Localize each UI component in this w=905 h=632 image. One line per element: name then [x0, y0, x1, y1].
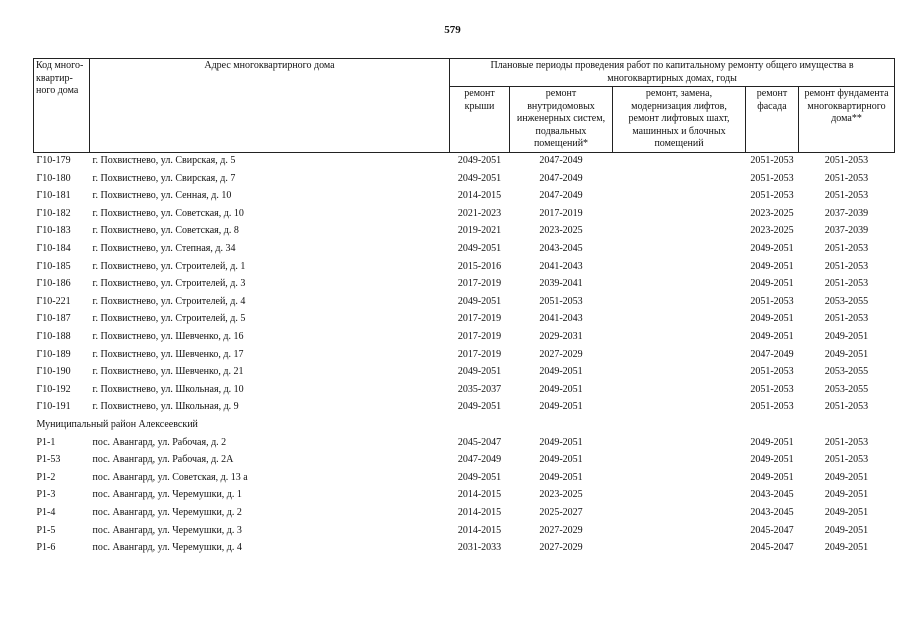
table-row [34, 452, 895, 470]
cell-code: Г10-221 [36, 295, 71, 307]
cell-code: Г10-186 [36, 278, 71, 290]
page-number: 579 [444, 24, 461, 36]
cell-code: Р1-6 [36, 542, 56, 554]
cell-eng: 2049-2051 [539, 366, 583, 378]
cell-found: 2051-2053 [824, 243, 869, 255]
table-row [34, 364, 895, 382]
header-foundation: ремонт фундамента многоквартирного дома** [799, 87, 895, 153]
cell-eng: 2049-2051 [539, 401, 583, 413]
cell-found: 2049-2051 [824, 348, 869, 360]
section-title: Муниципальный район Алексеевский [36, 418, 198, 430]
cell-code: Р1-5 [36, 524, 56, 536]
cell-address: г. Похвистнево, ул. Сенная, д. 10 [92, 190, 232, 202]
cell-address: пос. Авангард, ул. Черемушки, д. 2 [92, 506, 242, 518]
table-body [34, 152, 895, 557]
table-row [34, 293, 895, 311]
cell-address: г. Похвистнево, ул. Школьная, д. 10 [92, 383, 244, 395]
cell-address: г. Похвистнево, ул. Свирская, д. 5 [92, 155, 236, 167]
cell-code: Г10-188 [36, 330, 71, 342]
cell-facade: 2051-2053 [750, 295, 794, 307]
cell-address: г. Похвистнево, ул. Строителей, д. 1 [92, 260, 246, 272]
cell-roof: 2049-2051 [457, 401, 502, 413]
section-row [34, 416, 895, 434]
cell-lift [613, 258, 746, 276]
cell-address: г. Похвистнево, ул. Советская, д. 8 [92, 225, 239, 237]
cell-found: 2053-2055 [824, 383, 869, 395]
table-row [34, 540, 895, 558]
header-code: Код много-квартир-ного дома [34, 59, 90, 153]
cell-code: Г10-185 [36, 260, 71, 272]
cell-eng: 2039-2041 [539, 278, 583, 290]
cell-lift [613, 188, 746, 206]
cell-address: пос. Авангард, ул. Черемушки, д. 1 [92, 489, 242, 501]
cell-roof: 2031-2033 [457, 542, 502, 554]
cell-eng: 2025-2027 [539, 506, 583, 518]
cell-found: 2051-2053 [824, 155, 869, 167]
table-row [34, 152, 895, 170]
cell-facade: 2043-2045 [750, 506, 794, 518]
cell-found: 2049-2051 [824, 330, 869, 342]
cell-eng: 2027-2029 [539, 524, 583, 536]
cell-eng: 2047-2049 [539, 190, 583, 202]
cell-lift [613, 223, 746, 241]
table-row [34, 205, 895, 223]
cell-found: 2051-2053 [824, 436, 869, 448]
cell-eng: 2041-2043 [539, 313, 583, 325]
cell-eng: 2023-2025 [539, 489, 583, 501]
cell-facade: 2049-2051 [750, 454, 794, 466]
cell-roof: 2049-2051 [457, 366, 502, 378]
table-row [34, 399, 895, 417]
cell-lift [613, 346, 746, 364]
table-row [34, 311, 895, 329]
cell-code: Р1-3 [36, 489, 56, 501]
cell-eng: 2047-2049 [539, 155, 583, 167]
table-row [34, 381, 895, 399]
cell-found: 2051-2053 [824, 260, 869, 272]
cell-eng: 2049-2051 [539, 454, 583, 466]
cell-code: Р1-53 [36, 454, 61, 466]
cell-lift [613, 152, 746, 170]
cell-eng: 2041-2043 [539, 260, 583, 272]
cell-code: Г10-190 [36, 366, 71, 378]
cell-eng: 2051-2053 [539, 295, 583, 307]
cell-lift [613, 328, 746, 346]
table-row [34, 276, 895, 294]
header-engineering: ремонт внутридомовых инженерных систем, подвальных помещений* [510, 87, 613, 153]
cell-found: 2053-2055 [824, 295, 869, 307]
cell-found: 2051-2053 [824, 454, 869, 466]
cell-roof: 2049-2051 [457, 295, 502, 307]
cell-code: Г10-180 [36, 172, 71, 184]
cell-roof: 2014-2015 [457, 489, 502, 501]
cell-lift [613, 293, 746, 311]
cell-facade: 2049-2051 [750, 471, 794, 483]
cell-found: 2037-2039 [824, 207, 869, 219]
cell-eng: 2029-2031 [539, 330, 583, 342]
cell-lift [613, 540, 746, 558]
cell-eng: 2049-2051 [539, 436, 583, 448]
cell-code: Г10-184 [36, 243, 71, 255]
cell-address: пос. Авангард, ул. Рабочая, д. 2 [92, 436, 227, 448]
cell-code: Р1-4 [36, 506, 56, 518]
cell-code: Г10-181 [36, 190, 71, 202]
table-row [34, 346, 895, 364]
table-row [34, 328, 895, 346]
cell-facade: 2051-2053 [750, 172, 794, 184]
cell-roof: 2014-2015 [457, 524, 502, 536]
cell-lift [613, 522, 746, 540]
cell-roof: 2014-2015 [457, 190, 502, 202]
cell-code: Г10-191 [36, 401, 71, 413]
cell-facade: 2051-2053 [750, 155, 794, 167]
cell-address: пос. Авангард, ул. Черемушки, д. 4 [92, 542, 242, 554]
cell-found: 2051-2053 [824, 401, 869, 413]
cell-facade: 2043-2045 [750, 489, 794, 501]
cell-facade: 2049-2051 [750, 313, 794, 325]
cell-found: 2051-2053 [824, 190, 869, 202]
cell-address: пос. Авангард, ул. Черемушки, д. 3 [92, 524, 242, 536]
table-row [34, 469, 895, 487]
cell-address: г. Похвистнево, ул. Свирская, д. 7 [92, 172, 236, 184]
cell-facade: 2049-2051 [750, 278, 794, 290]
header-roof: ремонт крыши [450, 87, 510, 153]
cell-roof: 2017-2019 [457, 348, 502, 360]
table-row [34, 522, 895, 540]
cell-facade: 2049-2051 [750, 436, 794, 448]
cell-eng: 2023-2025 [539, 225, 583, 237]
table-row [34, 170, 895, 188]
cell-roof: 2049-2051 [457, 155, 502, 167]
cell-found: 2049-2051 [824, 471, 869, 483]
cell-eng: 2049-2051 [539, 471, 583, 483]
cell-lift [613, 276, 746, 294]
cell-eng: 2043-2045 [539, 243, 583, 255]
table-row [34, 434, 895, 452]
cell-code: Г10-179 [36, 155, 71, 167]
cell-address: г. Похвистнево, ул. Шевченко, д. 21 [92, 366, 244, 378]
cell-found: 2049-2051 [824, 524, 869, 536]
cell-lift [613, 381, 746, 399]
repair-schedule-table [33, 58, 895, 557]
header-periods: Плановые периоды проведения работ по капитальному ремонту общего имущества в многоквартирных домах, годы [450, 59, 895, 87]
cell-address: г. Похвистнево, ул. Строителей, д. 3 [92, 278, 246, 290]
table-row [34, 240, 895, 258]
cell-lift [613, 399, 746, 417]
header-facade: ремонт фасада [746, 87, 799, 153]
cell-address: г. Похвистнево, ул. Степная, д. 34 [92, 243, 236, 255]
cell-found: 2051-2053 [824, 278, 869, 290]
cell-lift [613, 205, 746, 223]
cell-found: 2051-2053 [824, 313, 869, 325]
cell-facade: 2023-2025 [750, 207, 794, 219]
cell-lift [613, 170, 746, 188]
table-row [34, 223, 895, 241]
cell-facade: 2023-2025 [750, 225, 794, 237]
cell-eng: 2047-2049 [539, 172, 583, 184]
cell-lift [613, 434, 746, 452]
cell-address: г. Похвистнево, ул. Строителей, д. 4 [92, 295, 246, 307]
cell-eng: 2017-2019 [539, 207, 583, 219]
cell-roof: 2015-2016 [457, 260, 502, 272]
cell-address: пос. Авангард, ул. Советская, д. 13 а [92, 471, 248, 483]
cell-facade: 2049-2051 [750, 260, 794, 272]
cell-facade: 2049-2051 [750, 330, 794, 342]
cell-roof: 2035-2037 [457, 383, 502, 395]
table-row [34, 188, 895, 206]
cell-roof: 2045-2047 [457, 436, 502, 448]
cell-facade: 2051-2053 [750, 383, 794, 395]
cell-eng: 2049-2051 [539, 383, 583, 395]
cell-roof: 2017-2019 [457, 330, 502, 342]
cell-address: г. Похвистнево, ул. Советская, д. 10 [92, 207, 244, 219]
header-address: Адрес многоквартирного дома [90, 59, 450, 153]
cell-facade: 2051-2053 [750, 401, 794, 413]
cell-lift [613, 364, 746, 382]
cell-facade: 2051-2053 [750, 190, 794, 202]
cell-found: 2037-2039 [824, 225, 869, 237]
cell-code: Г10-182 [36, 207, 71, 219]
cell-address: г. Похвистнево, ул. Шевченко, д. 17 [92, 348, 244, 360]
cell-lift [613, 240, 746, 258]
cell-code: Р1-2 [36, 471, 56, 483]
table-row [34, 487, 895, 505]
cell-code: Г10-192 [36, 383, 71, 395]
cell-roof: 2014-2015 [457, 506, 502, 518]
cell-code: Г10-187 [36, 313, 71, 325]
cell-code: Р1-1 [36, 436, 56, 448]
cell-address: г. Похвистнево, ул. Шевченко, д. 16 [92, 330, 244, 342]
cell-roof: 2017-2019 [457, 278, 502, 290]
cell-address: пос. Авангард, ул. Рабочая, д. 2А [92, 454, 234, 466]
cell-roof: 2019-2021 [457, 225, 502, 237]
cell-lift [613, 487, 746, 505]
cell-roof: 2049-2051 [457, 471, 502, 483]
cell-roof: 2049-2051 [457, 172, 502, 184]
cell-roof: 2021-2023 [457, 207, 502, 219]
table-row [34, 258, 895, 276]
cell-facade: 2045-2047 [750, 524, 794, 536]
cell-facade: 2049-2051 [750, 243, 794, 255]
table-row [34, 504, 895, 522]
cell-found: 2051-2053 [824, 172, 869, 184]
cell-address: г. Похвистнево, ул. Школьная, д. 9 [92, 401, 239, 413]
cell-eng: 2027-2029 [539, 542, 583, 554]
cell-facade: 2051-2053 [750, 366, 794, 378]
cell-found: 2049-2051 [824, 489, 869, 501]
cell-roof: 2047-2049 [457, 454, 502, 466]
cell-lift [613, 469, 746, 487]
cell-code: Г10-183 [36, 225, 71, 237]
cell-lift [613, 504, 746, 522]
header-elevators: ремонт, замена, модернизация лифтов, ремонт лифтовых шахт, машинных и блочных помещений [613, 87, 746, 153]
cell-code: Г10-189 [36, 348, 71, 360]
cell-found: 2049-2051 [824, 542, 869, 554]
cell-roof: 2017-2019 [457, 313, 502, 325]
cell-address: г. Похвистнево, ул. Строителей, д. 5 [92, 313, 246, 325]
cell-eng: 2027-2029 [539, 348, 583, 360]
cell-roof: 2049-2051 [457, 243, 502, 255]
cell-found: 2053-2055 [824, 366, 869, 378]
cell-facade: 2047-2049 [750, 348, 794, 360]
cell-lift [613, 311, 746, 329]
cell-found: 2049-2051 [824, 506, 869, 518]
cell-facade: 2045-2047 [750, 542, 794, 554]
cell-lift [613, 452, 746, 470]
